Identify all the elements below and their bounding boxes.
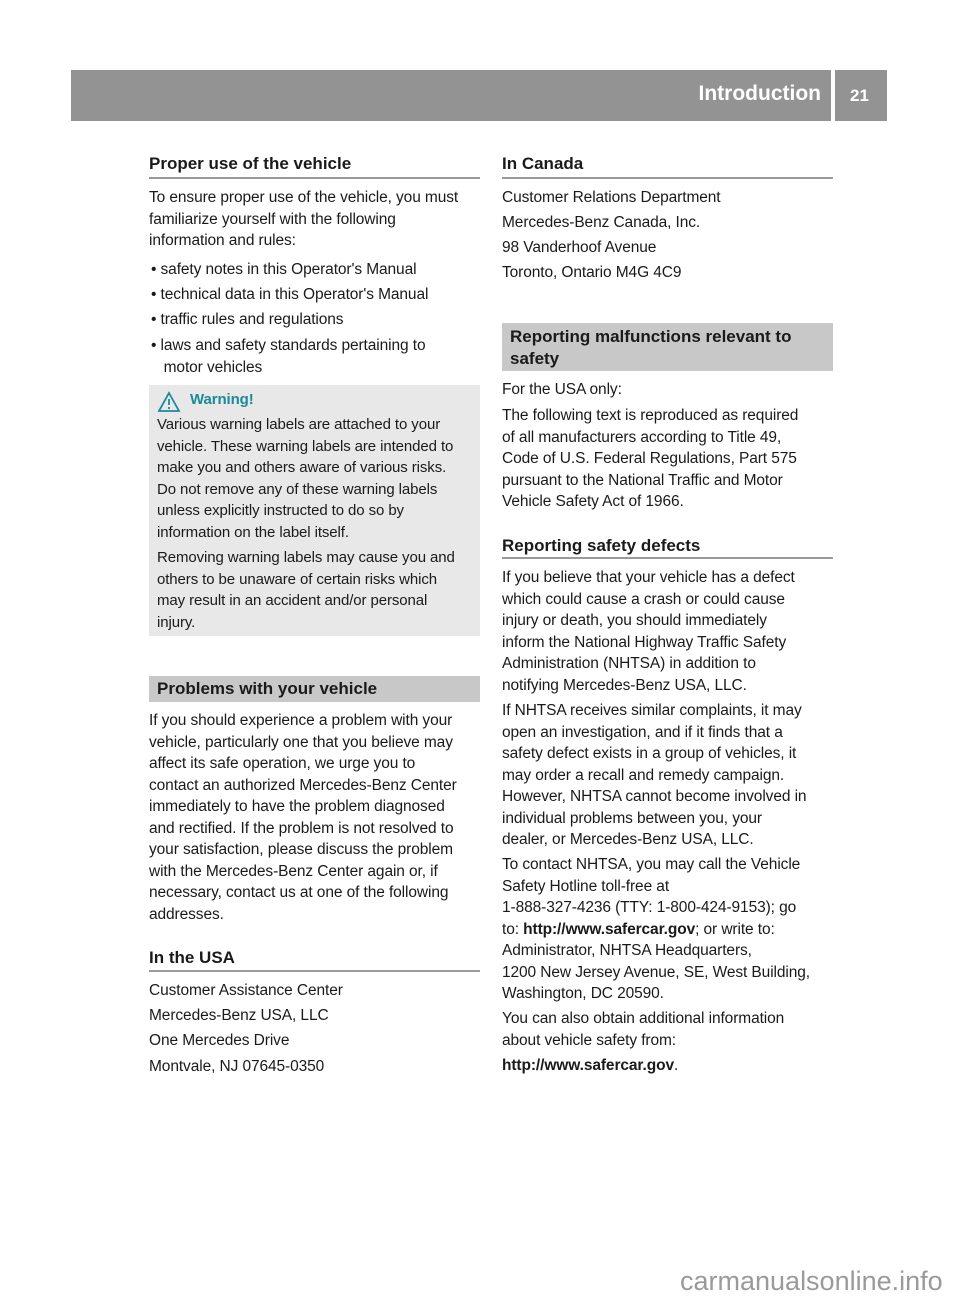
- section-title: Introduction: [698, 82, 821, 105]
- defects-text: If NHTSA receives similar complaints, it may open an investigation, and if it finds that a safety defect exists in a group of vehicles, it may order a recall and remedy campaign. However, NHTSA cannot become involved in individual problems between you, your dealer, or Mercedes-Benz USA, LLC.: [502, 702, 807, 848]
- section-box-problems: [149, 676, 480, 702]
- header-bar: [71, 70, 831, 121]
- contact-text-b: ; or write to: Administrator, NHTSA Headquarters, 1200 New Jersey Avenue, SE, West Building, Washington, DC 20590.: [502, 920, 810, 1002]
- usa-only-text: For the USA only:: [502, 381, 622, 398]
- heading-rule: [149, 970, 480, 972]
- address-line: Montvale, NJ 07645-0350: [149, 1058, 325, 1075]
- bullet-item: • traffic rules and regulations: [151, 311, 344, 328]
- contact-text: [502, 854, 810, 1005]
- warning-text: Removing warning labels may cause you and others to be unaware of certain risks which may result in an accident and/or personal injury.: [157, 549, 455, 631]
- safercar-link[interactable]: http://www.safercar.gov: [523, 920, 696, 938]
- info-text: You can also obtain additional information about vehicle safety from:: [502, 1010, 785, 1049]
- page-number: 21: [850, 86, 869, 105]
- address-line: 98 Vanderhoof Avenue: [502, 239, 657, 256]
- heading-rule: [149, 177, 480, 179]
- heading-defects: Reporting safety defects: [502, 536, 701, 555]
- heading-rule: [502, 177, 833, 179]
- address-line: Mercedes-Benz USA, LLC: [149, 1007, 329, 1024]
- watermark: carmanualsonline.info: [680, 1266, 943, 1296]
- safercar-link[interactable]: http://www.safercar.gov: [502, 1057, 674, 1074]
- section-box-malfunctions: [502, 323, 833, 371]
- bullet-item: • safety notes in this Operator's Manual: [151, 261, 417, 278]
- address-line: Customer Relations Department: [502, 189, 721, 206]
- page-number-box: [835, 70, 887, 121]
- regulation-text: The following text is reproduced as required of all manufacturers according to Title 49, Code of U.S. Federal Regulations, Part 575 pursuant to the National Traffic and Motor Vehicle Safety Act of 1966.: [502, 407, 799, 510]
- address-line: One Mercedes Drive: [149, 1032, 290, 1049]
- heading-malfunctions: Reporting malfunctions relevant to safety: [510, 327, 792, 368]
- heading-problems: Problems with your vehicle: [157, 679, 378, 698]
- warning-title: Warning!: [190, 391, 254, 408]
- info-link-line: [502, 1055, 678, 1077]
- warning-triangle-icon: [157, 391, 181, 413]
- warning-text: Various warning labels are attached to your vehicle. These warning labels are intended to make you and others aware of various risks. Do not remove any of these warning labels unless explicitly instructed to do so by information on the label itself.: [157, 416, 454, 541]
- warning-box: [149, 385, 480, 636]
- heading-proper-use: Proper use of the vehicle: [149, 154, 352, 173]
- defects-text: If you believe that your vehicle has a defect which could cause a crash or could cause injury or death, you should immediately inform the National Highway Traffic Safety Administration (NHTSA) in addition to notifying Mercedes-Benz USA, LLC.: [502, 569, 795, 694]
- period: .: [673, 1057, 679, 1074]
- heading-canada: In Canada: [502, 154, 584, 173]
- address-line: Toronto, Ontario M4G 4C9: [502, 264, 682, 281]
- heading-usa: In the USA: [149, 948, 235, 967]
- address-line: Mercedes-Benz Canada, Inc.: [502, 214, 701, 231]
- contact-text-a: To contact NHTSA, you may call the Vehicle Safety Hotline toll-free at 1-888-327-4236 (TTY: 1-800-424-9153); go to:: [502, 856, 801, 938]
- heading-rule: [502, 557, 833, 559]
- bullet-item: • technical data in this Operator's Manual: [151, 286, 429, 303]
- address-line: Customer Assistance Center: [149, 982, 343, 999]
- bullet-item: • laws and safety standards pertaining to motor vehicles: [151, 337, 426, 376]
- problems-text: If you should experience a problem with your vehicle, particularly one that you believe may affect its safe operation, we urge you to contact an authorized Mercedes-Benz Center immediately to have the problem diagnosed and rectified. If the problem is not resolved to your satisfaction, please discuss the problem with the Mercedes-Benz Center again or, if necessary, contact us at one of the following addresses.: [149, 712, 457, 923]
- proper-use-intro: To ensure proper use of the vehicle, you must familiarize yourself with the following information and rules:: [149, 189, 459, 249]
